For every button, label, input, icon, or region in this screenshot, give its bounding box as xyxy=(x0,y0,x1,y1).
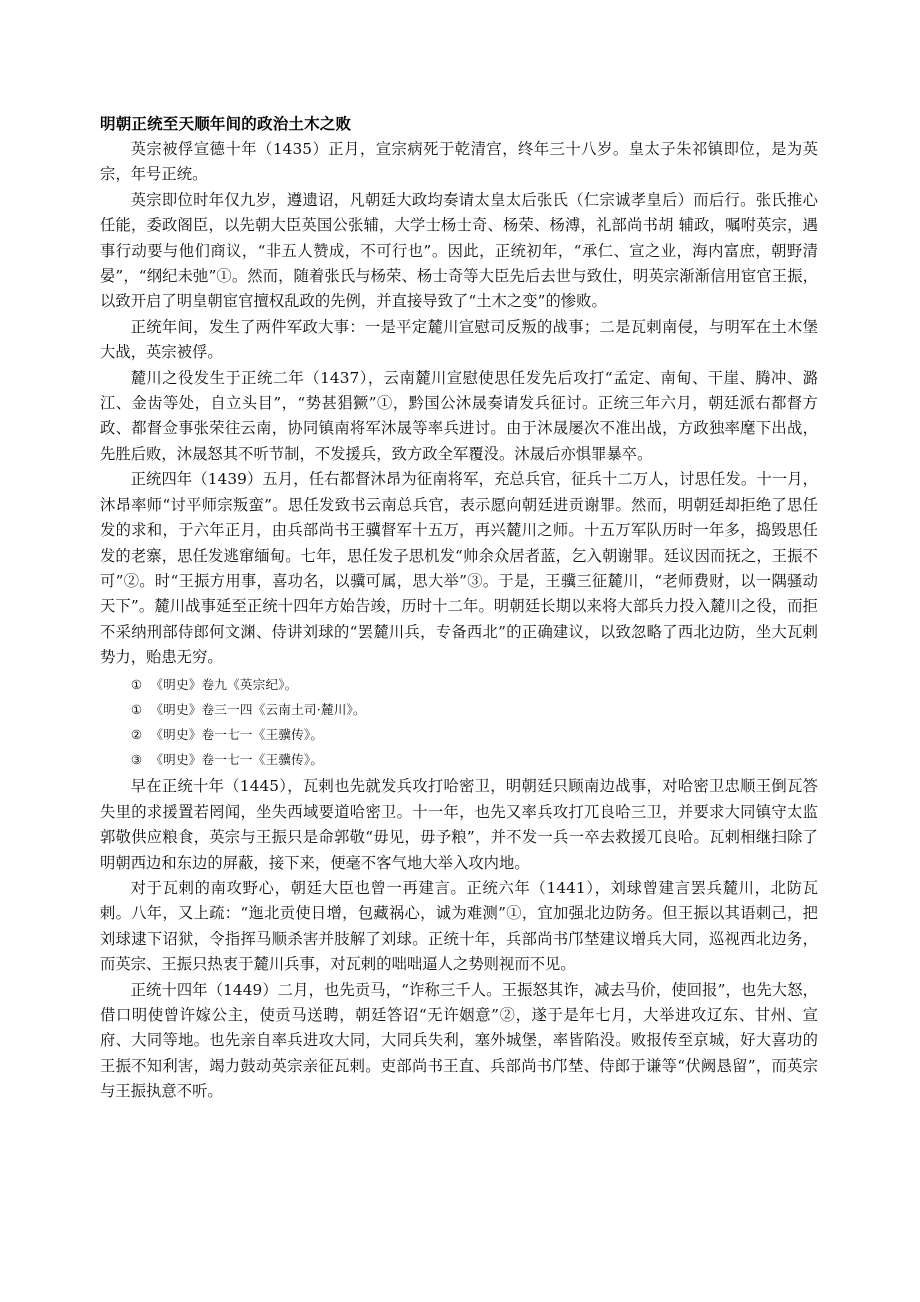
footnote-marker: ① xyxy=(130,676,143,692)
body-paragraph: 正统年间，发生了两件军政大事：一是平定麓川宣慰司反叛的战事；二是瓦剌南侵，与明军在土木堡大战，英宗被俘。 xyxy=(100,317,818,362)
footnote-item xyxy=(100,722,818,747)
footnote-list xyxy=(100,672,818,773)
footnote-text: 《明史》卷九《英宗纪》。 xyxy=(150,676,298,692)
body-paragraph: 早在正统十年（1445），瓦剌也先就发兵攻打哈密卫，明朝廷只顾南边战事，对哈密卫忠顺王倒瓦答失里的求援置若罔闻，坐失西域要道哈密卫。十一年，也先又率兵攻打兀良哈三卫，并要求大同镇守太监郭敬供应粮食，英宗与王振只是命郭敬“毋见，毋予粮”，并不发一兵一卒去救援兀良哈。瓦剌相继扫除了明朝西边和东边的屏蔽，接下来，便毫不客气地大举入攻内地。 xyxy=(100,777,818,872)
footnote-marker: ① xyxy=(130,701,143,717)
footnote-text: 《明史》卷一七一《王骥传》。 xyxy=(150,726,324,742)
footnote-marker: ③ xyxy=(130,752,143,768)
footnote-item xyxy=(100,747,818,772)
body-paragraph: 麓川之役发生于正统二年（1437），云南麓川宣慰使思任发先后攻打“孟定、南甸、干崖、腾冲、潞江、金齿等处，自立头目”，“势甚猖獗”①，黔国公沐晟奏请发兵征讨。正统三年六月，朝廷派右都督方政、都督佥事张荣往云南，协同镇南将军沐晟等率兵进讨。由于沐晟屡次不准出战，方政独率麾下出战，先胜后败，沐晟怒其不听节制，不发援兵，致方政全军覆没。沐晟后亦惧罪暴卒。 xyxy=(100,368,818,463)
body-paragraph: 正统十四年（1449）二月，也先贡马，“诈称三千人。王振怒其诈，减去马价，使回报”，也先大怒，借口明使曾许嫁公主，使贡马送聘，朝廷答诏“无许姻意”②，遂于是年七月，大举进攻辽东、甘州、宣府、大同等地。也先亲自率兵进攻大同，大同兵失利，塞外城堡，率皆陷没。败报传至京城，好大喜功的王振不知利害，竭力鼓动英宗亲征瓦剌。吏部尚书王直、兵部尚书邝埜、侍郎于谦等“伏阙恳留”，而英宗与王振执意不听。 xyxy=(100,980,818,1101)
footnote-item xyxy=(100,672,818,697)
footnote-text: 《明史》卷一七一《王骥传》。 xyxy=(150,752,324,768)
body-paragraph: 正统四年（1439）五月，任右都督沐昂为征南将军，充总兵官，征兵十二万人，讨思任发。十一月，沐昂率师“讨平师宗叛蛮”。思任发致书云南总兵官，表示愿向朝廷进贡谢罪。然而，明朝廷却拒绝了思任发的求和，于六年正月，由兵部尚书王骥督军十五万，再兴麓川之师。十五万军队历时一年多，捣毁思任发的老寨，思任发逃窜缅甸。七年，思任发子思机发“帅余众居者蓝，乞入朝谢罪。廷议因而抚之，王振不可”②。时“王振方用事，喜功名，以骥可属，思大举”③。于是，王骥三征麓川，“老师费财，以一隅骚动天下”。麓川战事延至正统十四年方始告竣，历时十二年。明朝廷长期以来将大部兵力投入麓川之役，而拒不采纳刑部侍郎何文渊、侍讲刘球的“罢麓川兵，专备西北”的正确建议，以致忽略了西北边防，坐大瓦剌势力，贻患无穷。 xyxy=(100,470,818,667)
footnote-marker: ② xyxy=(130,726,143,742)
body-paragraph: 对于瓦剌的南攻野心，朝廷大臣也曾一再建言。正统六年（1441），刘球曾建言罢兵麓川，北防瓦剌。八年，又上疏：“迤北贡使日增，包藏祸心，诚为难测”①，宜加强北边防务。但王振以其语刺己，把刘球逮下诏狱，令指挥马顺杀害并肢解了刘球。正统十年，兵部尚书邝埜建议增兵大同，巡视西北边务，而英宗、王振只热衷于麓川兵事，对瓦剌的咄咄逼人之势则视而不见。 xyxy=(100,878,818,974)
footnote-text: 《明史》卷三一四《云南土司·麓川》。 xyxy=(150,701,366,717)
body-paragraph: 英宗即位时年仅九岁，遵遗诏，凡朝廷大政均奏请太皇太后张氏（仁宗诚孝皇后）而后行。张氏推心任能，委政阁臣，以先朝大臣英国公张辅，大学士杨士奇、杨荣、杨溥，礼部尚书胡 辅政，嘱咐英宗，遇事行动要与他们商议，“非五人赞成，不可行也”。因此，正统初年，“承仁、宣之业，海内富庶，朝野清晏”，“纲纪未弛”①。然而，随着张氏与杨荣、杨士奇等大臣先后去世与致仕，明英宗渐渐信用宦官王振，以致开启了明皇朝宦官擅权乱政的先例，并直接导致了“土木之变”的惨败。 xyxy=(100,190,818,311)
footnote-item xyxy=(100,697,818,722)
page-title: 明朝正统至天顺年间的政治土木之败 xyxy=(100,114,352,133)
body-paragraph: 英宗被俘宣德十年（1435）正月，宣宗病死于乾清宫，终年三十八岁。皇太子朱祁镇即位，是为英宗，年号正统。 xyxy=(100,140,818,184)
